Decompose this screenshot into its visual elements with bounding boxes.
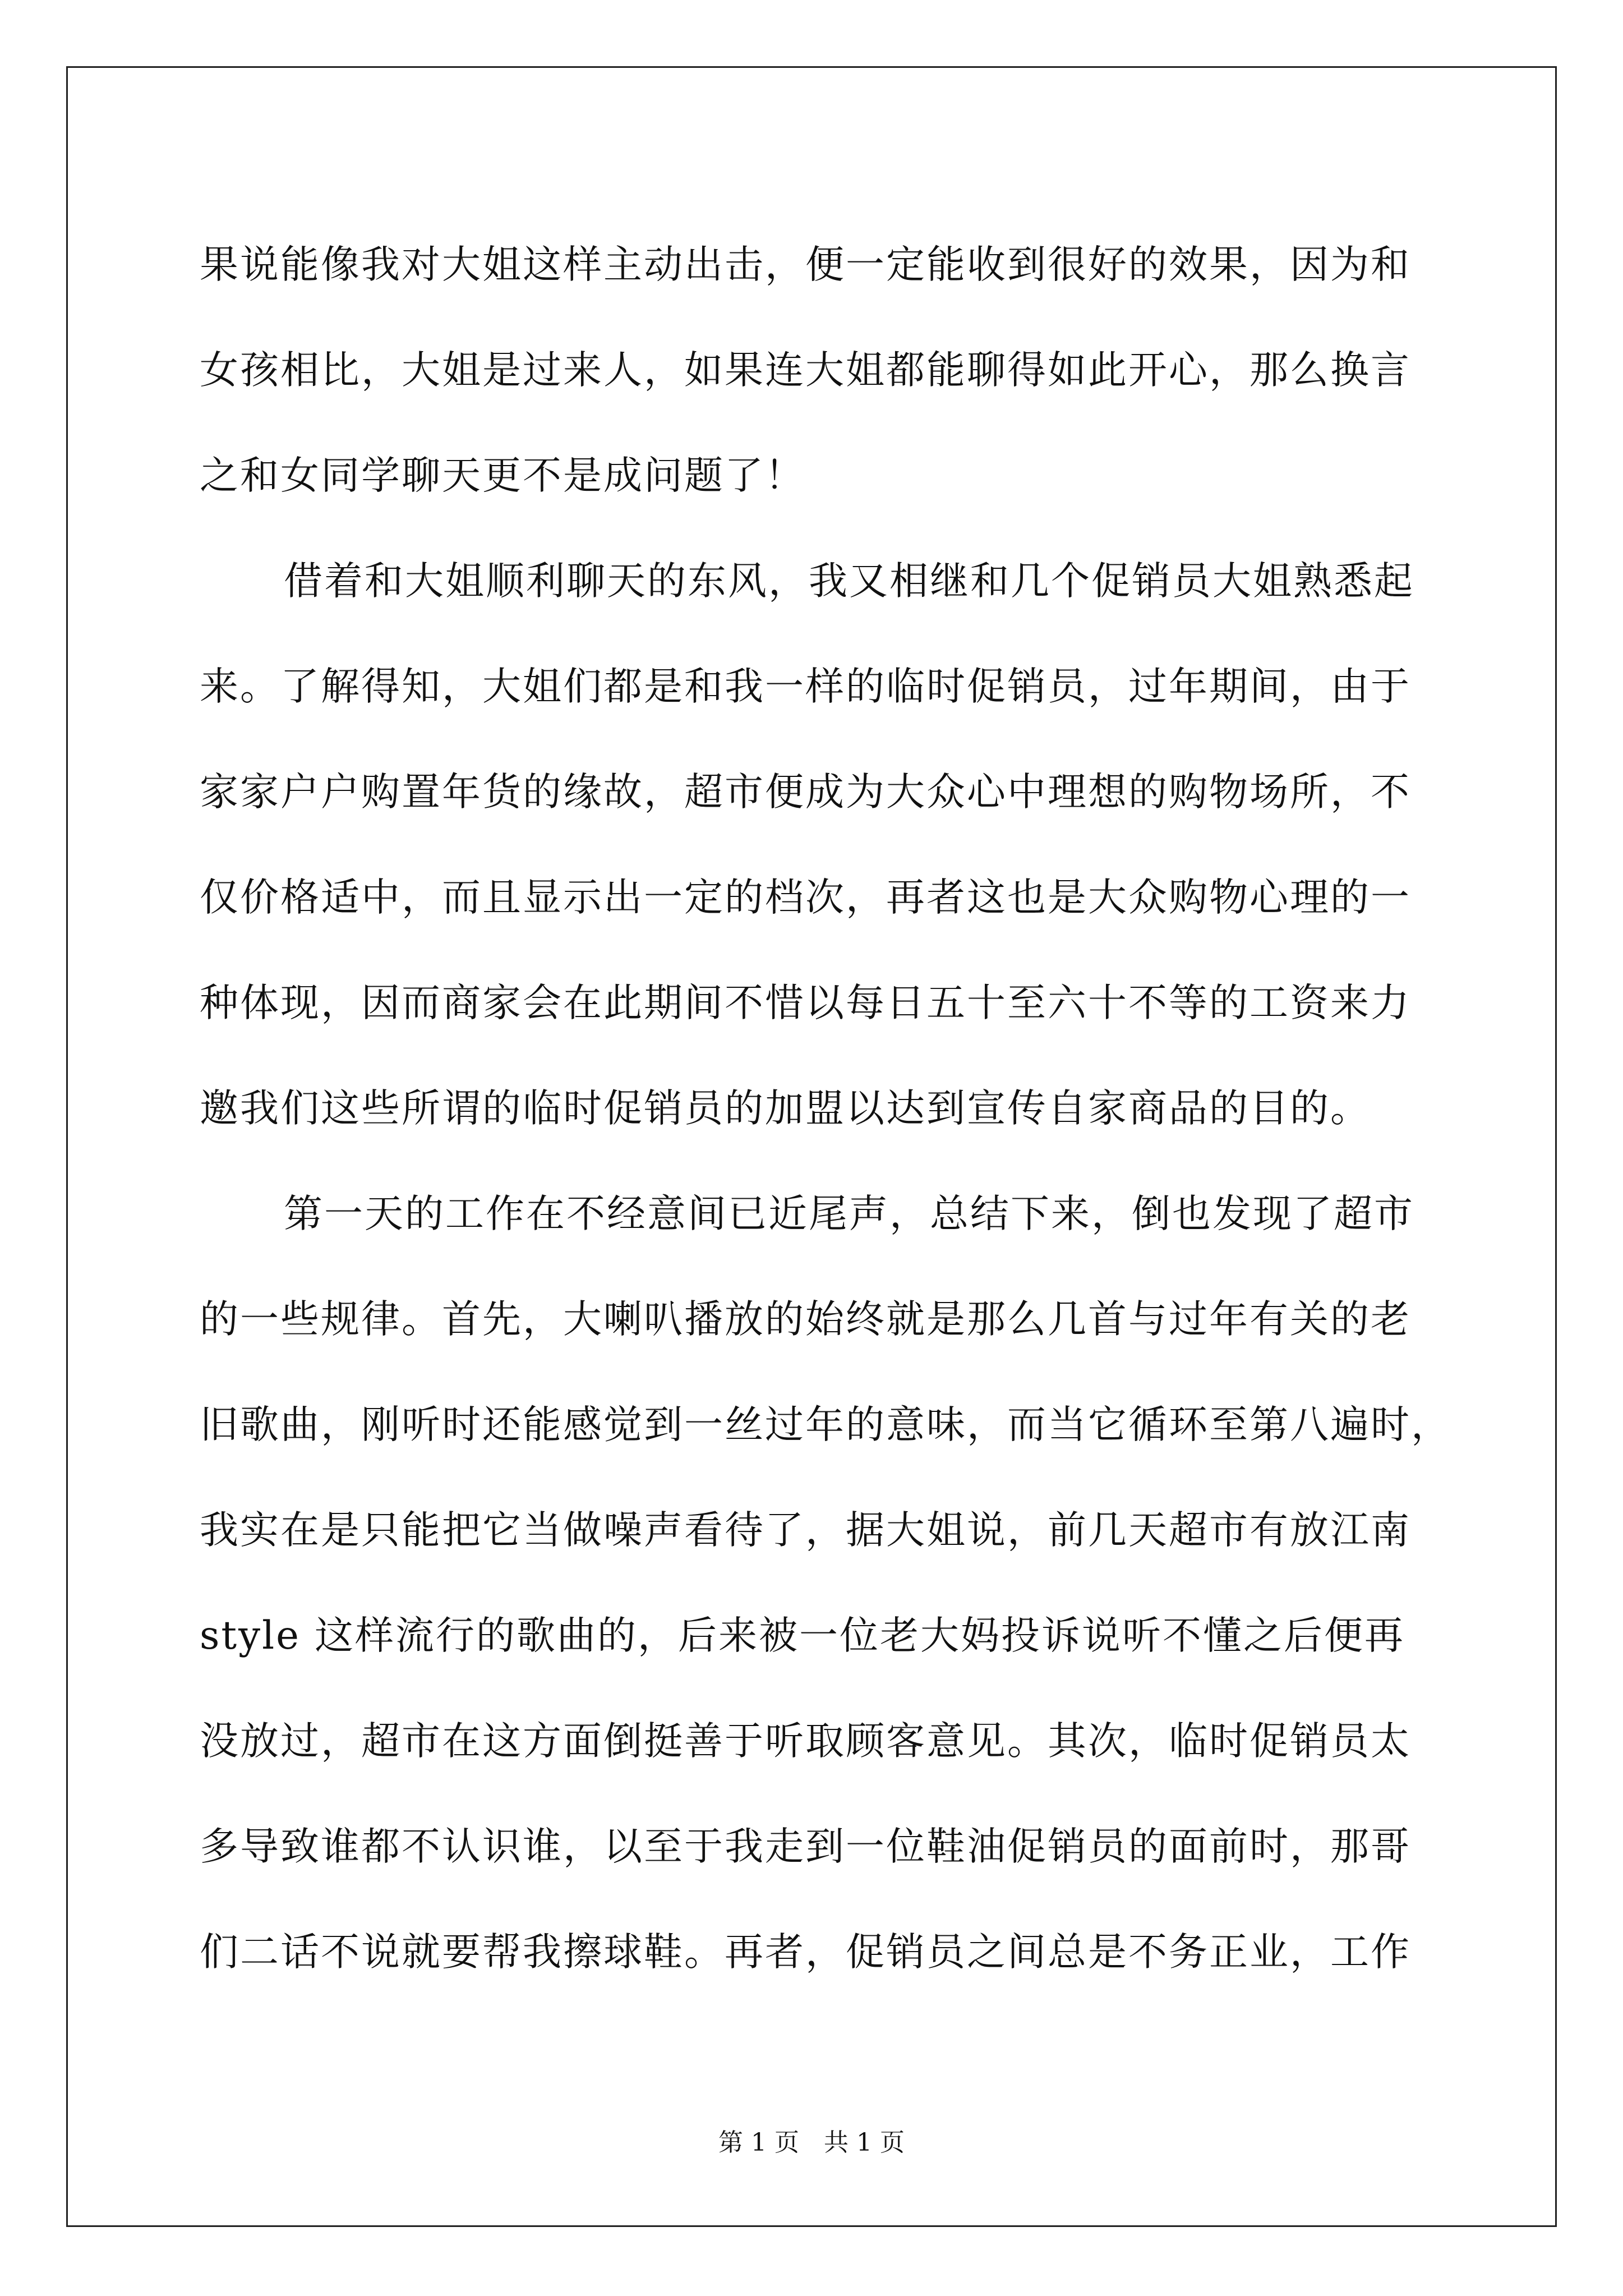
text-line: 的一些规律。首先，大喇叭播放的始终就是那么几首与过年有关的老 [200, 1297, 1411, 1342]
text-line: style 这样流行的歌曲的，后来被一位老大妈投诉说听不懂之后便再 [200, 1613, 1405, 1658]
text-line: 邀我们这些所谓的临时促销员的加盟以达到宣传自家商品的目的。 [200, 1086, 1371, 1131]
text-line: 家家户户购置年货的缘故，超市便成为大众心中理想的购物场所，不 [200, 770, 1411, 815]
text-line: 没放过，超市在这方面倒挺善于听取顾客意见。其次，临时促销员太 [200, 1719, 1411, 1764]
text-line: 旧歌曲，刚听时还能感觉到一丝过年的意味，而当它循环至第八遍时， [200, 1402, 1451, 1447]
text-line: 之和女同学聊天更不是成问题了！ [200, 453, 805, 498]
paragraph-start-line: 借着和大姐顺利聊天的东风，我又相继和几个促销员大姐熟悉起 [284, 559, 1414, 604]
text-line: 来。了解得知，大姐们都是和我一样的临时促销员，过年期间，由于 [200, 664, 1411, 709]
text-line: 仅价格适中，而且显示出一定的档次，再者这也是大众购物心理的一 [200, 875, 1411, 920]
document-body [200, 212, 1451, 2005]
page-number-footer: 第 1 页 共 1 页 [718, 2128, 905, 2157]
paragraph-start-line: 第一天的工作在不经意间已近尾声，总结下来，倒也发现了超市 [284, 1191, 1414, 1236]
text-line: 女孩相比，大姐是过来人，如果连大姐都能聊得如此开心，那么换言 [200, 348, 1411, 393]
text-line: 多导致谁都不认识谁，以至于我走到一位鞋油促销员的面前时，那哥 [200, 1824, 1411, 1869]
text-line: 们二话不说就要帮我擦球鞋。再者，促销员之间总是不务正业，工作 [200, 1930, 1411, 1975]
text-line: 种体现，因而商家会在此期间不惜以每日五十至六十不等的工资来力 [200, 981, 1411, 1025]
text-line: 果说能像我对大姐这样主动出击，便一定能收到很好的效果，因为和 [200, 242, 1411, 287]
text-line: 我实在是只能把它当做噪声看待了，据大姐说，前几天超市有放江南 [200, 1508, 1411, 1553]
